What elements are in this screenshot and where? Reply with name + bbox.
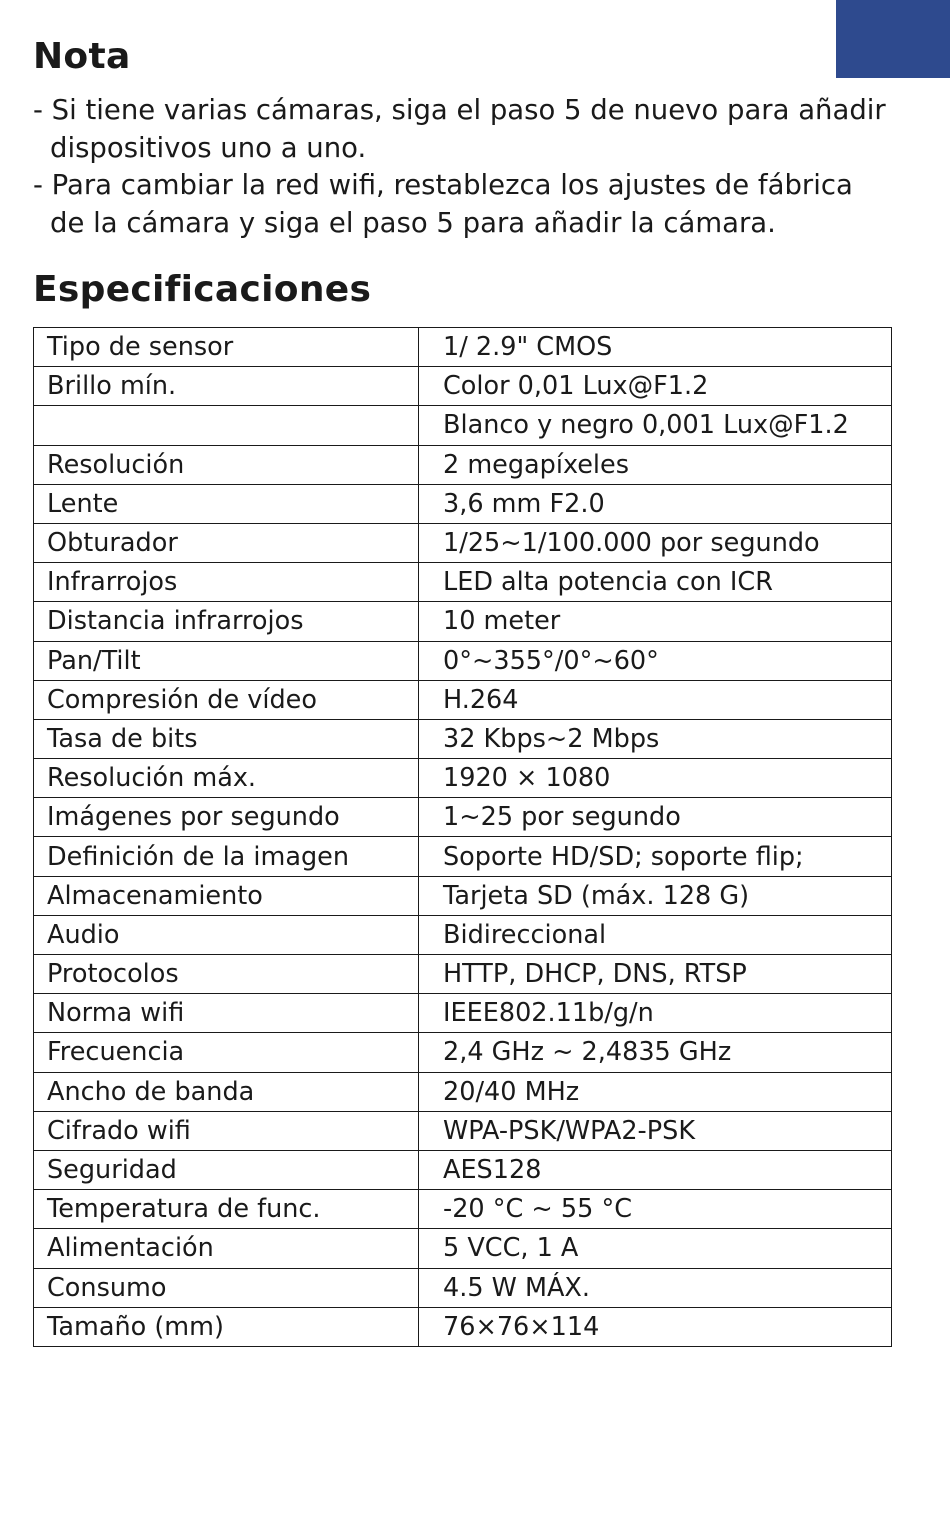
spec-label: Frecuencia [34,1033,419,1072]
spec-value: 5 VCC, 1 A [419,1229,892,1268]
nota-list [33,92,923,242]
spec-row [34,563,892,602]
spec-label: Ancho de banda [34,1072,419,1111]
spec-row [34,915,892,954]
spec-label: Brillo mín. [34,367,419,406]
spec-row [34,1307,892,1346]
spec-value: 10 meter [419,602,892,641]
spec-row [34,1072,892,1111]
spec-row [34,994,892,1033]
spec-row [34,1150,892,1189]
spec-value: Color 0,01 Lux@F1.2 [419,367,892,406]
spec-value: 2,4 GHz ~ 2,4835 GHz [419,1033,892,1072]
spec-label: Definición de la imagen [34,837,419,876]
spec-row [34,1229,892,1268]
spec-row [34,445,892,484]
spec-value: WPA-PSK/WPA2-PSK [419,1111,892,1150]
spec-value: 20/40 MHz [419,1072,892,1111]
spec-label: Tipo de sensor [34,328,419,367]
spec-value: 76×76×114 [419,1307,892,1346]
spec-row [34,955,892,994]
spec-label: Compresión de vídeo [34,680,419,719]
spec-label: Audio [34,915,419,954]
spec-label: Pan/Tilt [34,641,419,680]
specs-table [33,327,892,1347]
spec-value: Tarjeta SD (máx. 128 G) [419,876,892,915]
nota-item: - Si tiene varias cámaras, siga el paso 5 de nuevo para añadir dispositivos uno a uno. [33,94,886,164]
spec-value: HTTP, DHCP, DNS, RTSP [419,955,892,994]
spec-row [34,837,892,876]
spec-label: Seguridad [34,1150,419,1189]
spec-label: Infrarrojos [34,563,419,602]
spec-value: Bidireccional [419,915,892,954]
spec-label: Consumo [34,1268,419,1307]
spec-label: Distancia infrarrojos [34,602,419,641]
spec-label: Cifrado wifi [34,1111,419,1150]
spec-value: LED alta potencia con ICR [419,563,892,602]
spec-row [34,523,892,562]
spec-value: 1~25 por segundo [419,798,892,837]
spec-value: 1/ 2.9" CMOS [419,328,892,367]
corner-color-tab [836,0,950,78]
spec-label: Norma wifi [34,994,419,1033]
spec-row [34,484,892,523]
spec-row [34,367,892,406]
spec-label: Resolución máx. [34,759,419,798]
spec-value: AES128 [419,1150,892,1189]
specs-heading: Especificaciones [33,269,372,310]
spec-value: -20 °C ~ 55 °C [419,1190,892,1229]
spec-label: Tamaño (mm) [34,1307,419,1346]
spec-row [34,328,892,367]
spec-label: Almacenamiento [34,876,419,915]
spec-value: 1920 × 1080 [419,759,892,798]
spec-label: Lente [34,484,419,523]
spec-value: 1/25~1/100.000 por segundo [419,523,892,562]
spec-row [34,1033,892,1072]
nota-heading: Nota [33,36,131,77]
spec-value: 2 megapíxeles [419,445,892,484]
spec-value: IEEE802.11b/g/n [419,994,892,1033]
spec-label [34,406,419,445]
spec-value: Soporte HD/SD; soporte flip; [419,837,892,876]
spec-row [34,406,892,445]
spec-row [34,719,892,758]
spec-row [34,1268,892,1307]
spec-value: Blanco y negro 0,001 Lux@F1.2 [419,406,892,445]
spec-label: Resolución [34,445,419,484]
spec-value: 4.5 W MÁX. [419,1268,892,1307]
nota-item: - Para cambiar la red wifi, restablezca los ajustes de fábrica de la cámara y siga el paso 5 para añadir la cámara. [33,169,853,239]
spec-row [34,680,892,719]
spec-value: 3,6 mm F2.0 [419,484,892,523]
spec-label: Imágenes por segundo [34,798,419,837]
spec-row [34,798,892,837]
spec-row [34,1190,892,1229]
spec-label: Alimentación [34,1229,419,1268]
spec-value: 0°~355°/0°~60° [419,641,892,680]
spec-row [34,876,892,915]
spec-label: Obturador [34,523,419,562]
spec-row [34,759,892,798]
spec-row [34,1111,892,1150]
spec-label: Protocolos [34,955,419,994]
spec-label: Tasa de bits [34,719,419,758]
spec-value: 32 Kbps~2 Mbps [419,719,892,758]
spec-label: Temperatura de func. [34,1190,419,1229]
spec-row [34,641,892,680]
spec-row [34,602,892,641]
spec-value: H.264 [419,680,892,719]
